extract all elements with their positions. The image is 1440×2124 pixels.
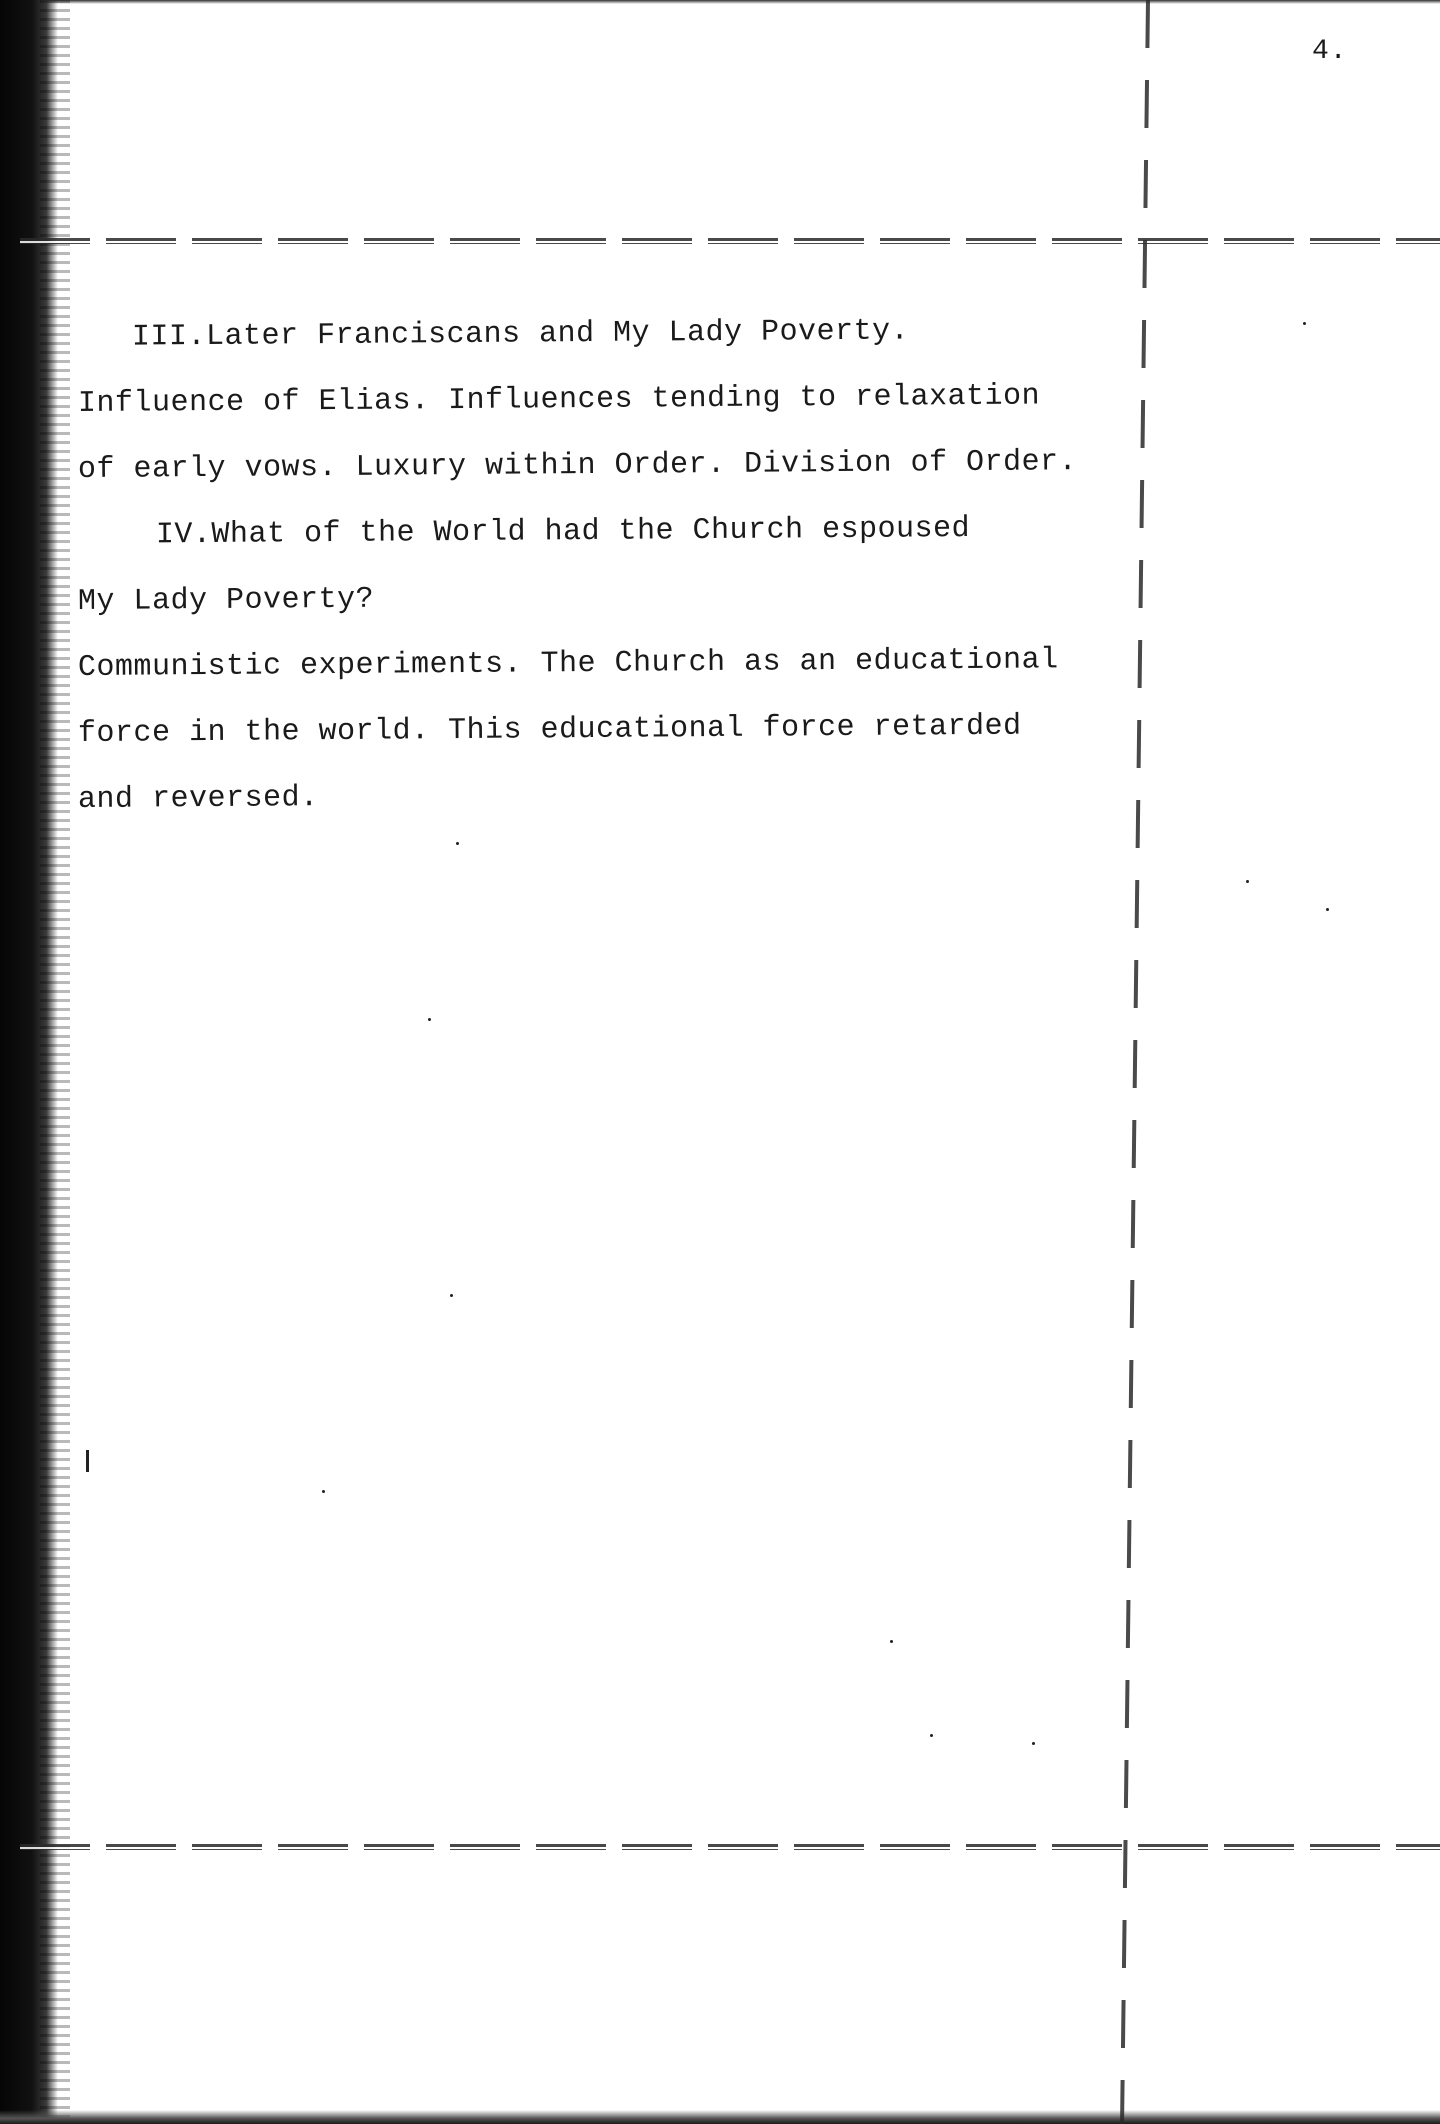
scan-top-edge xyxy=(0,0,1440,4)
top-guide-line xyxy=(20,238,1440,244)
section-heading-iii: III.Later Franciscans and My Lady Poverty. xyxy=(131,314,910,355)
text-line: Communistic experiments. The Church as an educational xyxy=(77,643,1059,685)
text-line: force in the world. This educational force retarded xyxy=(77,709,1022,751)
speck xyxy=(456,842,459,845)
speck xyxy=(1246,880,1249,883)
text-line: and reversed. xyxy=(77,781,319,817)
speck xyxy=(890,1640,893,1643)
text-line: Influence of Elias. Influences tending to relaxation xyxy=(77,379,1041,421)
speck xyxy=(86,1450,89,1472)
bottom-guide-line xyxy=(20,1844,1440,1850)
scan-left-edge-speckle xyxy=(40,0,70,2124)
speck xyxy=(428,1018,431,1021)
text-line: My Lady Poverty? xyxy=(77,582,375,619)
speck xyxy=(1303,322,1306,325)
page-number: 4. xyxy=(1312,36,1348,67)
speck xyxy=(1032,1742,1035,1745)
speck xyxy=(930,1734,933,1737)
speck xyxy=(450,1294,453,1297)
speck xyxy=(322,1490,325,1493)
scan-bottom-edge xyxy=(0,2110,1440,2124)
typed-text-block xyxy=(78,305,1158,833)
section-heading-iv: IV.What of the World had the Church espoused xyxy=(155,511,971,553)
speck xyxy=(1326,908,1329,911)
text-line: of early vows. Luxury within Order. Division of Order. xyxy=(77,445,1078,487)
